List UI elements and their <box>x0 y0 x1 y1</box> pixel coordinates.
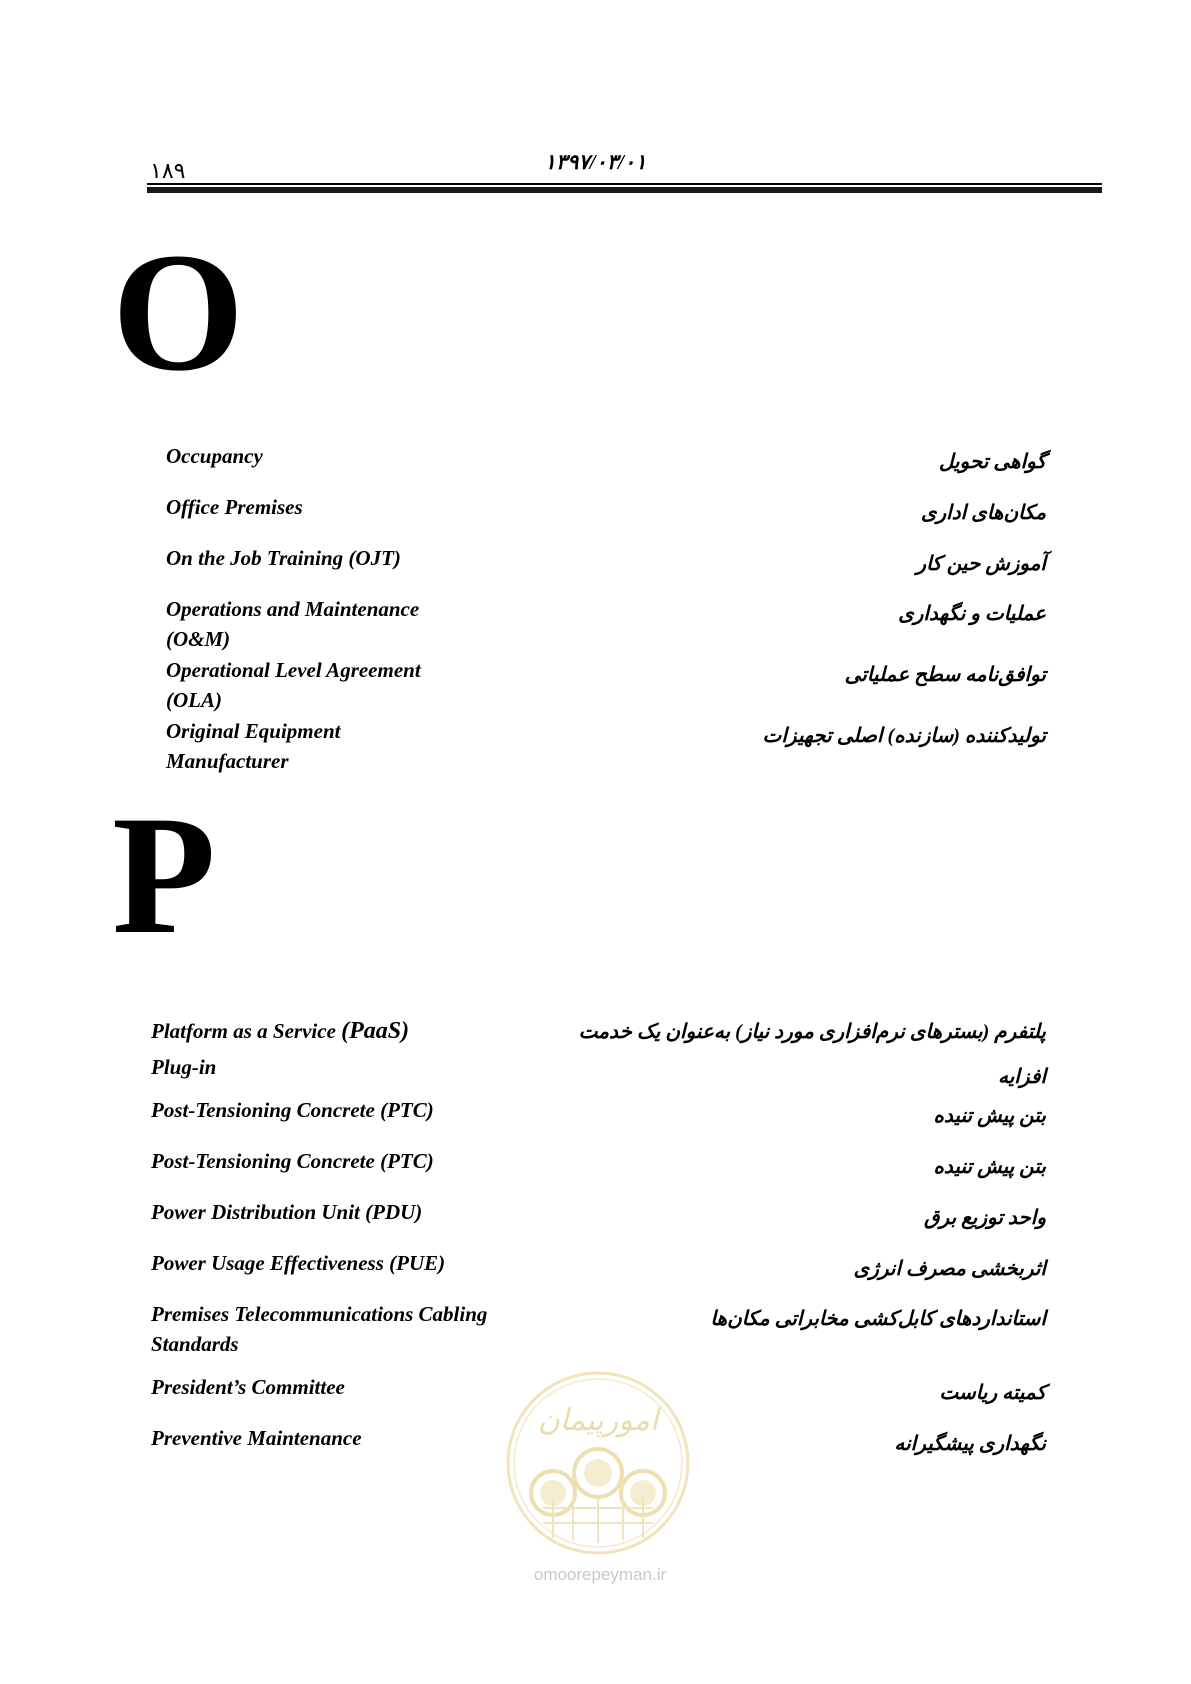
english-term: Operational Level Agreement <box>166 658 421 682</box>
persian-term: توافق‌نامه سطح عملیاتی <box>844 664 1046 686</box>
english-term: President’s Committee <box>151 1375 345 1399</box>
watermark-logo <box>503 1368 693 1558</box>
persian-term: بتن پیش تنیده <box>933 1156 1046 1178</box>
watermark-logo-text: امورپیمان <box>537 1403 659 1438</box>
persian-term: پلتفرم (بسترهای نرم‌افزاری مورد نیاز) به‌عنوان یک خدمت <box>578 1021 1046 1043</box>
header-rule-thin <box>147 183 1102 185</box>
watermark-site: omoorepeyman.ir <box>533 1565 667 1584</box>
persian-term: واحد توزیع برق <box>924 1207 1046 1229</box>
persian-term: گواهی تحویل <box>938 451 1046 473</box>
persian-term: عملیات و نگهداری <box>898 603 1046 625</box>
persian-term: آموزش حین کار <box>916 553 1046 575</box>
english-term: On the Job Training (OJT) <box>166 546 401 570</box>
persian-term: نگهداری پیشگیرانه <box>894 1433 1046 1455</box>
english-term-continued: (OLA) <box>166 688 222 712</box>
english-term-text: Platform as a Service <box>151 1019 342 1043</box>
english-term: Office Premises <box>166 495 303 519</box>
english-term-abbrev: (PaaS) <box>341 1018 410 1044</box>
english-term: Occupancy <box>166 444 263 468</box>
english-term: Operations and Maintenance <box>166 597 420 621</box>
english-term: Post-Tensioning Concrete (PTC) <box>151 1098 434 1122</box>
header-rule <box>147 187 1102 193</box>
persian-term: بتن پیش تنیده <box>933 1105 1046 1127</box>
english-term: Post-Tensioning Concrete (PTC) <box>151 1149 434 1173</box>
persian-term: کمیته ریاست <box>939 1382 1046 1404</box>
page-number: ۱۸۹ <box>150 158 186 183</box>
english-term <box>151 1016 409 1046</box>
english-term: Power Distribution Unit (PDU) <box>151 1200 423 1224</box>
persian-term: افزایه <box>998 1066 1046 1088</box>
section-letter-p: P <box>112 781 216 969</box>
persian-term: اثربخشی مصرف انرژی <box>853 1258 1046 1280</box>
english-term-continued: Standards <box>151 1332 239 1356</box>
persian-term: تولیدکننده (سازنده) اصلی تجهیزات <box>762 725 1046 747</box>
english-term: Plug-in <box>151 1055 217 1079</box>
english-term: Original Equipment <box>166 719 341 743</box>
persian-term: استانداردهای کابل‌کشی مخابراتی مکان‌ها <box>710 1308 1046 1330</box>
section-letter-o: O <box>112 218 245 406</box>
english-term-continued: (O&M) <box>166 627 231 651</box>
english-term-continued: Manufacturer <box>166 749 289 773</box>
persian-term: مکان‌های اداری <box>920 502 1046 524</box>
english-term: Power Usage Effectiveness (PUE) <box>151 1251 446 1275</box>
header-date: ۱۳۹۷/۰۳/۰۱ <box>544 150 647 174</box>
english-term: Preventive Maintenance <box>151 1426 362 1450</box>
english-term: Premises Telecommunications Cabling <box>151 1302 488 1326</box>
